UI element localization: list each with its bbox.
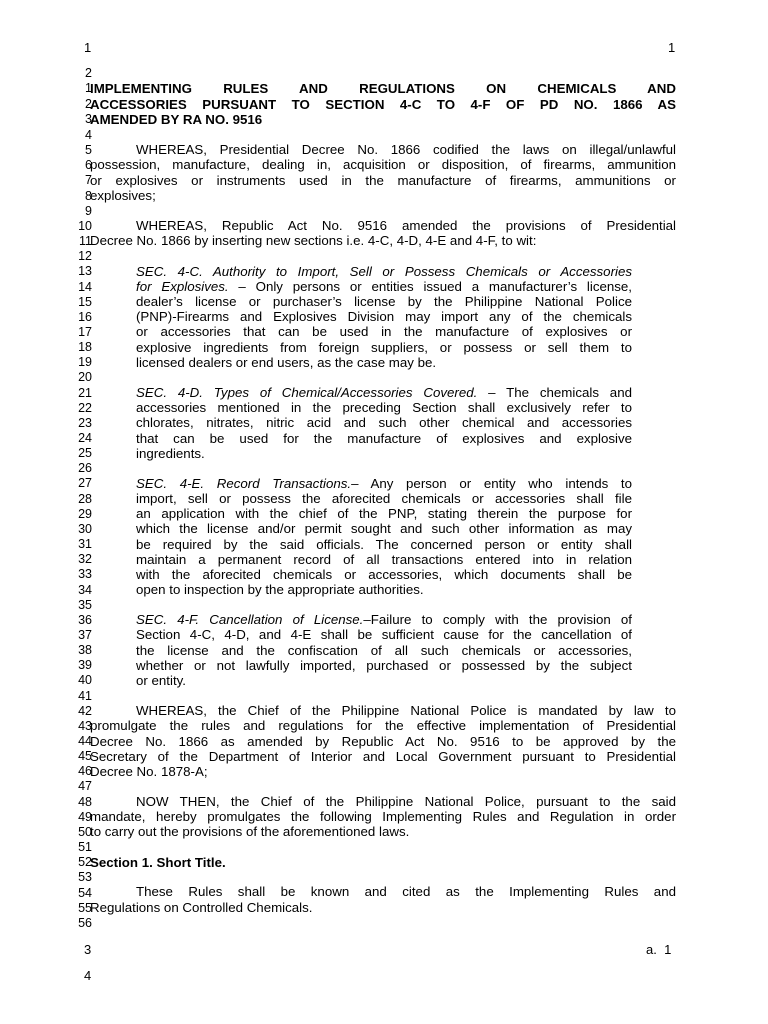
line-number: 19 (78, 355, 92, 370)
sec4f-line-2: Section 4-C, 4-D, and 4-E shall be sufficient cause for the cancellation of (136, 627, 632, 642)
nowthen-line-3: to carry out the provisions of the aforementioned laws. (90, 824, 410, 839)
line-number: 22 (78, 400, 92, 415)
line-number: 4 (85, 128, 92, 142)
line-number: 53 (78, 870, 92, 885)
sec4c-line-6: explosive ingredients from foreign suppliers, or possess or sell them to (136, 340, 632, 355)
whereas1-line-2: possession, manufacture, dealing in, acquisition or disposition, of firearms, ammunition (90, 157, 676, 172)
line-number: 2 (85, 97, 92, 111)
whereas3-line-5: Decree No. 1878-A; (90, 764, 208, 779)
whereas3-line-4: Secretary of the Department of Interior and Local Government pursuant to Presidential (90, 749, 676, 764)
sec4e-line-2: import, sell or possess the aforecited chemicals or accessories shall file (136, 491, 632, 506)
line-number: 3 (85, 112, 92, 126)
line-number: 52 (78, 855, 92, 870)
line-number: 41 (78, 688, 92, 703)
sec4e-line-1-italic: SEC. 4-E. Record Transactions. (136, 476, 352, 491)
line-number: 13 (78, 264, 92, 279)
nowthen-line-1: NOW THEN, the Chief of the Philippine National Police, pursuant to the said (136, 794, 676, 809)
line-number: 50 (78, 824, 92, 839)
line-number: 21 (78, 385, 92, 400)
line-number: 28 (78, 491, 92, 506)
line-number: 9 (85, 203, 92, 218)
sec4c-line-1: SEC. 4-C. Authority to Import, Sell or Possess Chemicals or Accessories (136, 264, 632, 279)
sec4e-line-6: maintain a permanent record of all transactions entered into in relation (136, 552, 632, 567)
sec4e-line-5: be required by the said officials. The concerned person or entity shall (136, 537, 632, 552)
line-number: 18 (78, 340, 92, 355)
line-number: 39 (78, 658, 92, 673)
page-number: 1 (668, 40, 676, 55)
line-number: 5 (85, 143, 92, 158)
sec4d-line-1-italic: SEC. 4-D. Types of Chemical/Accessories Covered. (136, 385, 478, 400)
line-number: 2 (85, 66, 92, 80)
line-number: 40 (78, 673, 92, 688)
title-line-1: IMPLEMENTING RULES AND REGULATIONS ON CHEMICALS AND (90, 81, 676, 96)
sec4c-line-2-italic: for Explosives. (136, 279, 229, 294)
line-number: 11 (79, 234, 92, 249)
sec4d-line-5: ingredients. (136, 446, 205, 461)
line-number: 27 (78, 476, 92, 491)
line-number: 10 (78, 218, 92, 233)
sec4e-line-4: which the license and/or permit sought and such other information as may (136, 521, 632, 536)
sec4d-line-1 (136, 385, 632, 400)
line-number: 55 (78, 900, 92, 915)
line-number: 38 (78, 643, 92, 658)
section1-line-2: Regulations on Controlled Chemicals. (90, 900, 313, 915)
nowthen-line-2: mandate, hereby promulgates the following Implementing Rules and Regulation in order (90, 809, 676, 824)
sec4e-line-1-rest: – Any person or entity who intends to (351, 476, 632, 491)
title-line-3: AMENDED BY RA NO. 9516 (90, 112, 263, 127)
whereas1-line-3: or explosives or instruments used in the manufacture of firearms, ammunitions or (90, 173, 676, 188)
footer-left-number: 3 (84, 942, 92, 957)
sec4d-line-1-rest: – The chemicals and (477, 385, 632, 400)
line-number: 6 (85, 158, 92, 173)
footer-right-label: a. 1 (646, 942, 672, 957)
line-number: 17 (78, 324, 92, 339)
line-number: 47 (78, 779, 92, 794)
line-number: 43 (78, 718, 92, 733)
sec4f-line-1-italic: SEC. 4-F. Cancellation of License. (136, 612, 364, 627)
sec4f-line-1 (136, 612, 632, 627)
line-number: 1 (85, 81, 92, 95)
footer-bottom-number: 4 (84, 968, 92, 983)
line-number: 35 (78, 597, 92, 612)
sec4f-line-4: whether or not lawfully imported, purchased or possessed by the subject (136, 658, 632, 673)
whereas1-line-4: explosives; (90, 188, 156, 203)
line-number: 20 (78, 370, 92, 385)
section1-heading: Section 1. Short Title. (90, 855, 226, 870)
sec4e-line-8: open to inspection by the appropriate authorities. (136, 582, 424, 597)
whereas1-line-1: WHEREAS, Presidential Decree No. 1866 codified the laws on illegal/unlawful (136, 142, 676, 157)
line-number: 25 (78, 446, 92, 461)
sec4c-line-5: or accessories that can be used in the manufacture of explosives or (136, 324, 632, 339)
whereas3-line-2: promulgate the rules and regulations for the effective implementation of Presidential (90, 718, 676, 733)
sec4f-line-5: or entity. (136, 673, 187, 688)
line-number: 33 (78, 567, 92, 582)
line-number: 8 (85, 188, 92, 203)
line-number: 29 (78, 506, 92, 521)
line-number: 45 (78, 749, 92, 764)
line-number: 42 (78, 703, 92, 718)
line-number: 16 (78, 309, 92, 324)
sec4d-line-4: that can be used for the manufacture of explosives and explosive (136, 431, 632, 446)
sec4e-line-3: an application with the chief of the PNP, stating therein the purpose for (136, 506, 632, 521)
line-number: 30 (78, 521, 92, 536)
line-number: 36 (78, 612, 92, 627)
header-top-number: 1 (84, 40, 92, 55)
line-number: 37 (78, 627, 92, 642)
line-number: 15 (78, 294, 92, 309)
sec4c-line-3: dealer’s license or purchaser’s license by the Philippine National Police (136, 294, 632, 309)
whereas2-line-2: Decree No. 1866 by inserting new sections i.e. 4-C, 4-D, 4-E and 4-F, to wit: (90, 233, 537, 248)
whereas3-line-3: Decree No. 1866 as amended by Republic Act No. 9516 to be approved by the (90, 734, 676, 749)
line-number: 48 (78, 794, 92, 809)
title-line-2: ACCESSORIES PURSUANT TO SECTION 4-C TO 4-F OF PD NO. 1866 AS (90, 97, 676, 112)
sec4e-line-7: with the aforecited chemicals or accessories, which documents shall be (136, 567, 632, 582)
line-number: 49 (78, 809, 92, 824)
line-number: 12 (78, 249, 92, 264)
line-number: 54 (78, 885, 92, 900)
line-number: 23 (78, 415, 92, 430)
line-number: 56 (78, 915, 92, 930)
line-number: 46 (78, 764, 92, 779)
sec4d-line-2: accessories mentioned in the preceding Section shall exclusively refer to (136, 400, 632, 415)
sec4d-line-3: chlorates, nitrates, nitric acid and such other chemical and accessories (136, 415, 632, 430)
line-number: 44 (78, 734, 92, 748)
sec4c-line-7: licensed dealers or end users, as the case may be. (136, 355, 437, 370)
line-number: 14 (78, 279, 92, 294)
sec4f-line-3: the license and the confiscation of all such chemicals or accessories, (136, 643, 632, 658)
line-number: 51 (78, 840, 92, 855)
sec4e-line-1 (136, 476, 632, 491)
line-number: 32 (78, 552, 92, 567)
line-number: 34 (78, 582, 92, 597)
sec4c-line-4: (PNP)-Firearms and Explosives Division may import any of the chemicals (136, 309, 632, 324)
whereas3-line-1: WHEREAS, the Chief of the Philippine National Police is mandated by law to (136, 703, 676, 718)
line-number: 26 (78, 461, 92, 476)
line-number: 31 (78, 537, 92, 552)
sec4f-line-1-rest: –Failure to comply with the provision of (363, 612, 632, 627)
line-number: 24 (78, 431, 92, 445)
sec4c-line-2 (136, 279, 632, 294)
sec4c-line-2-rest: – Only persons or entities issued a manufacturer’s license, (228, 279, 633, 294)
line-number: 7 (85, 173, 92, 188)
whereas2-line-1: WHEREAS, Republic Act No. 9516 amended the provisions of Presidential (136, 218, 676, 233)
section1-line-1: These Rules shall be known and cited as the Implementing Rules and (136, 884, 676, 899)
